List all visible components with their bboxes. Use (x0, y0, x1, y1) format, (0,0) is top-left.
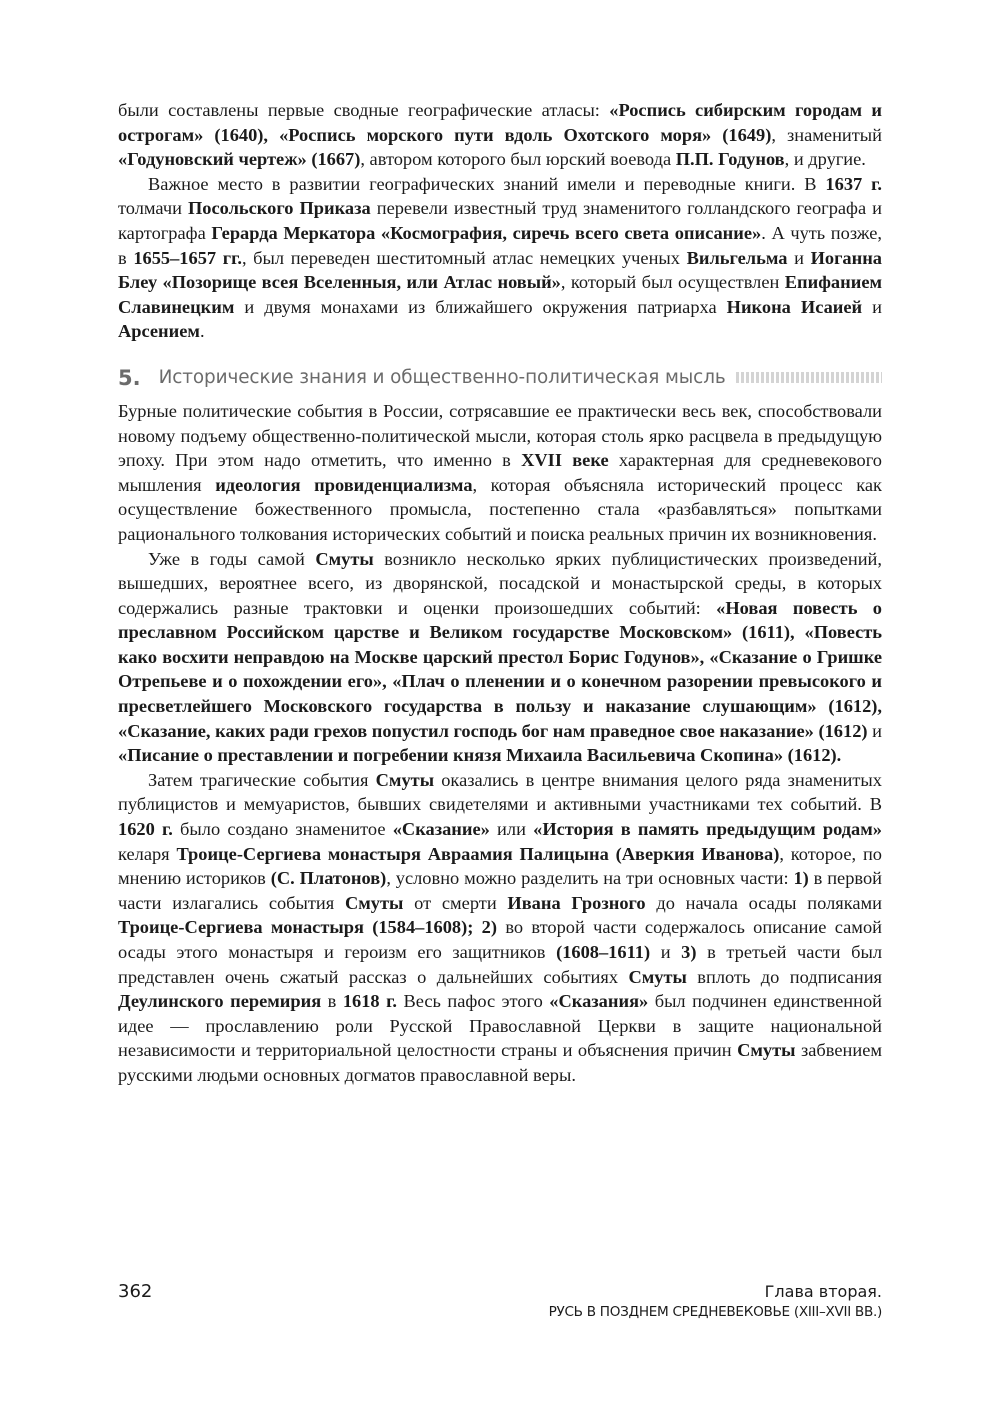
text-run: Важное место в развитии географических знаний имели и переводные книги. В (148, 173, 826, 194)
bold-text-run: Троице-Сергиева монастыря Авраамия Палицына (Аверкия Иванова) (176, 843, 780, 864)
section-heading (118, 364, 882, 392)
text-run: было создано знаменитое (172, 819, 393, 840)
text-run: и двумя монахами из ближайшего окружения патриарха (234, 296, 727, 317)
text-run: , который был осуществлен (560, 272, 785, 293)
bold-text-run: Ивана Грозного (507, 892, 646, 913)
text-run: во второй части содержалось описание самой осады этого монастыря и героизм его защитников (118, 917, 882, 962)
bold-text-run: Вильгельма (686, 247, 788, 268)
paragraph-p4 (118, 547, 882, 768)
section-heading-decoration (736, 372, 882, 383)
text-run: , которая объясняла исторический процесс как осуществление божественного промысла, постепенно стала «разбавляться» попытками рационального толкования исторических событий и поиска реальных причин их возникновения. (118, 474, 882, 544)
text-run: был подчинен единственной идее — прославлению роли Русской Православной Церкви в защите национальной независимости и территориальной целостности страны и объяснения причин (118, 991, 882, 1061)
bold-text-run: Смуты (315, 548, 374, 569)
text-run: Затем трагические события (148, 769, 376, 790)
text-block-bottom (118, 399, 882, 1088)
bold-text-run: «Сказания» (549, 991, 649, 1012)
bold-text-run: «Писание о преставлении и погребении князя Михаила Васильевича Скопина» (1612). (118, 745, 842, 766)
bold-text-run: «Новая повесть о преславном Российском царстве и Великом государстве Московском» (1611), «Повесть како восхити неправдою на Москве царский престол Борис Годунов», «Сказание о Гришке Отрепьеве и о похождении его», «Плач о пленении и о конечном разорении превысокого и пресветлейшего Московского государства в пользу и наказание слушающим» (1612), «Сказание, каких ради грехов попустил господь бог нам праведное свое наказание» (1612) (118, 597, 882, 741)
text-run: от смерти (403, 892, 508, 913)
paragraph-p3 (118, 399, 882, 547)
text-run: были составлены первые сводные географические атласы: (118, 100, 610, 120)
bold-text-run: 1637 г. (825, 173, 882, 194)
text-block-top (118, 98, 882, 344)
bold-text-run: Смуты (375, 769, 435, 790)
text-run: и (650, 942, 682, 962)
text-run: , условно можно разделить на три основных части: (386, 868, 794, 889)
bold-text-run: идеология провиденциализма (215, 474, 473, 495)
bold-text-run: (1608–1611) (556, 942, 651, 962)
text-run: келаря (118, 843, 177, 864)
text-run: , и другие. (784, 149, 866, 170)
bold-text-run: Арсением (118, 321, 200, 342)
text-run: . (199, 321, 205, 342)
paragraph-p5 (118, 768, 882, 1088)
text-run: толмачи (118, 198, 188, 219)
bold-text-run: Смуты (628, 966, 687, 987)
text-run: Бурные политические события в России, сотрясавшие ее практически весь век, способствовали новому подъему общественно-политической мысли, которая столь ярко расцвела в предыдущую эпоху. При этом надо отметить, что именно в (118, 400, 882, 471)
bold-text-run: «История в память предыдущим родам» (533, 819, 882, 840)
text-run: до начала осады поляками (645, 892, 883, 913)
bold-text-run: Иоганна Блеу «Позорище всея Вселенныя, или Атлас новый» (118, 247, 882, 293)
text-run: , автором которого был юрский воевода (360, 149, 676, 170)
bold-text-run: Епифанием Славинецким (118, 272, 883, 317)
bold-text-run: Посольского Приказа (187, 198, 371, 219)
text-run: в третьей части был представлен очень сжатый рассказ о дальнейших событиях (118, 942, 883, 987)
text-run: перевели известный труд знаменитого голландского географа и картографа (118, 198, 882, 243)
bold-text-run: Смуты (737, 1040, 796, 1061)
text-run: и (862, 296, 882, 317)
text-run: , которое, по мнению историков (118, 843, 882, 889)
page-footer (118, 1281, 882, 1331)
text-run: вплоть до подписания (686, 966, 883, 987)
paragraph-p2 (118, 172, 882, 344)
page-content (118, 98, 882, 1088)
bold-text-run: 1618 г. (342, 991, 397, 1012)
bold-text-run: Деулинского перемирия (118, 991, 322, 1012)
text-run: характерная для средневекового мышления (118, 450, 882, 495)
bold-text-run: П.П. Годунов (675, 149, 785, 170)
bold-text-run: Смуты (344, 892, 404, 913)
page-number: 362 (118, 1281, 153, 1302)
text-run: оказались в центре внимания целого ряда знаменитых публицистов и мемуаристов, бывших свидетелями и активными участниками тех событий. В (118, 769, 882, 815)
bold-text-run: XVII веке (521, 450, 609, 471)
bold-text-run: «Сказание» (392, 819, 490, 840)
bold-text-run: (С. Платонов) (270, 868, 387, 889)
bold-text-run: Герарда Меркатора «Космография, сиречь всего света описание» (211, 222, 762, 243)
text-run: . А чуть позже, в (118, 222, 882, 268)
text-run: в (321, 991, 343, 1012)
text-run: и (867, 720, 882, 741)
text-run: , был переведен шеститомный атлас немецких ученых (241, 247, 687, 268)
text-run: Уже в годы самой (148, 548, 316, 569)
section-number: 5. (118, 365, 141, 390)
text-run: возникло несколько ярких публицистических произведений, вышедших, вероятнее всего, из дворянской, посадской и монастырской среды, в которых содержались разные трактовки и оценки произошедших событий: (118, 548, 882, 618)
text-run: и (787, 247, 811, 268)
text-run: в первой части излагались события (118, 868, 883, 913)
bold-text-run: 1655–1657 гг. (133, 247, 242, 268)
chapter-title: РУСЬ В ПОЗДНЕМ СРЕДНЕВЕКОВЬЕ (XIII–XVII ВВ.) (548, 1304, 882, 1320)
bold-text-run: 1620 г. (118, 819, 173, 840)
bold-text-run: «Годуновский чертеж» (1667) (118, 149, 361, 170)
running-chapter-title (549, 1281, 882, 1322)
bold-text-run: 1) (793, 868, 809, 889)
text-run: Весь пафос этого (397, 991, 550, 1012)
bold-text-run: 3) (681, 942, 697, 962)
section-title: Исторические знания и общественно-политическая мысль (158, 367, 726, 389)
text-run: , знаменитый (771, 124, 882, 145)
chapter-label: Глава вторая. (764, 1282, 882, 1301)
paragraph-p1 (118, 98, 882, 172)
bold-text-run: «Роспись сибирским городам и острогам» (1640), «Роспись морского пути вдоль Охотского моря» (1649) (118, 100, 882, 145)
text-run: или (489, 819, 534, 840)
bold-text-run: Троице-Сергиева монастыря (1584–1608); 2) (118, 917, 497, 938)
bold-text-run: Никона Исаией (726, 296, 863, 317)
text-run: забвением русскими людьми основных догматов православной веры. (118, 1040, 882, 1085)
